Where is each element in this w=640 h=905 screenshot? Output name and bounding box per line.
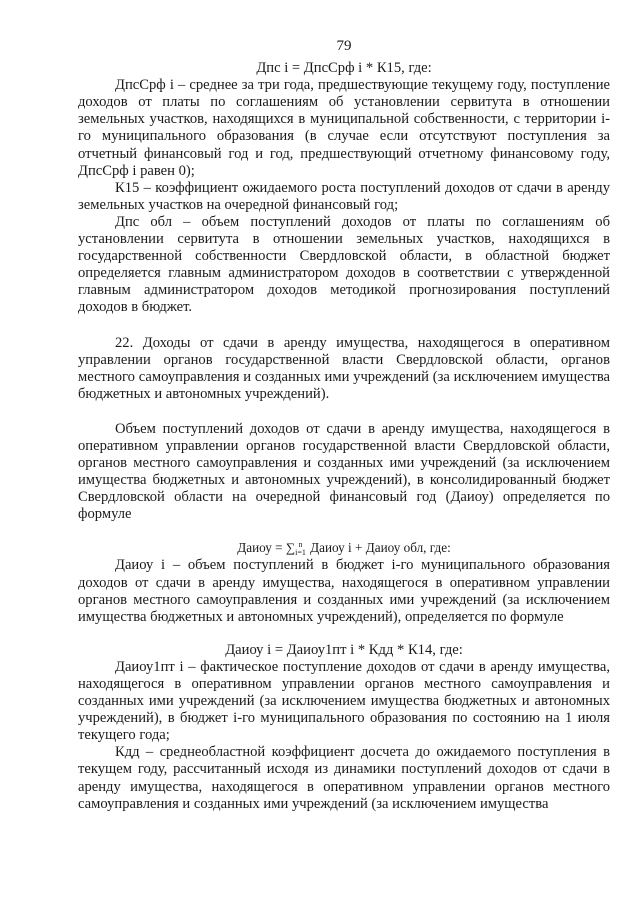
paragraph-section-22: 22. Доходы от сдачи в аренду имущества, находящегося в оперативном управлении органов государственной власти Свердловской области, органов местного самоуправления и созданных ими учреждений (за исключением имущества бюджетных и автономных учреждений).: [78, 334, 610, 402]
formula-daiou-sum: [78, 539, 610, 557]
spacer: [78, 523, 610, 539]
spacer: [78, 403, 610, 421]
paragraph-daiou-i: Даиоу i – объем поступлений в бюджет i-го муниципального образования доходов от сдачи в аренду имущества, находящегося в оперативном управлении органов местного самоуправления и созданных ими учреждений (за исключением имущества бюджетных и автономных учреждений), определяется по формуле: [78, 557, 610, 625]
sum-upper-limit: n: [298, 540, 303, 550]
formula-dps: Дпс i = ДпсСрф i * К15, где:: [256, 60, 432, 77]
formula-lead: Даиоу =: [237, 540, 286, 556]
spacer: [78, 626, 610, 642]
paragraph-daiou-intro: Объем поступлений доходов от сдачи в аренду имущества, находящегося в оперативном управлении органов государственной власти Свердловской области, органов местного самоуправления и созданных ими учреждений (за исключением имущества бюджетных и автономных учреждений), в консолидированный бюджет Свердловской области на очередной финансовый год (Даиоу) определяется по формуле: [78, 420, 610, 523]
document-page: [78, 38, 610, 813]
paragraph-k15: К15 – коэффициент ожидаемого роста поступлений доходов от сдачи в аренду земельных участков на очередной финансовый год;: [78, 179, 610, 213]
page-number: 79: [336, 38, 352, 54]
sum-lower-limit: i=1: [295, 548, 306, 558]
formula-rest: Даиоу i + Даиоу обл, где:: [306, 540, 451, 556]
paragraph-dps-obl: Дпс обл – объем поступлений доходов от платы по соглашениям об установлении сервитута в отношении земельных участков, находящихся в государственной собственности Свердловской области, в областной бюджет определяется главным администратором доходов в соответствии с утвержденной главным администратором доходов методикой прогнозирования поступлений доходов в бюджет.: [78, 213, 610, 316]
spacer: [78, 317, 610, 335]
formula-daiou-i: Даиоу i = Даиоу1пт i * Кдд * К14, где:: [225, 641, 463, 658]
paragraph-kdd: Кдд – среднеобластной коэффициент досчета до ожидаемого поступления в текущем году, рассчитанный исходя из динамики поступлений доходов от сдачи в аренду имущества, находящегося в оперативном управлении органов местного самоуправления и созданных ими учреждений (за исключением имущества: [78, 744, 610, 812]
sum-symbol: ∑: [285, 540, 296, 556]
paragraph-daiou1pt: Даиоу1пт i – фактическое поступление доходов от сдачи в аренду имущества, находящегося в оперативном управлении органов местного самоуправления и созданных ими учреждений (за исключением имущества бюджетных и автономных учреждений), в бюджет i-го муниципального образования по состоянию на 1 июля текущего года;: [78, 658, 610, 744]
paragraph-dpssrf: ДпсСрф i – среднее за три года, предшествующие текущему году, поступление доходов от платы по соглашениям об установлении сервитута в отношении земельных участков, находящихся в муниципальной собственности, с территории i-го муниципального образования (в случае если отсутствуют поступления за отчетный финансовый год и год, предшествующий отчетному финансовому году, ДпсСрф i равен 0);: [78, 77, 610, 179]
